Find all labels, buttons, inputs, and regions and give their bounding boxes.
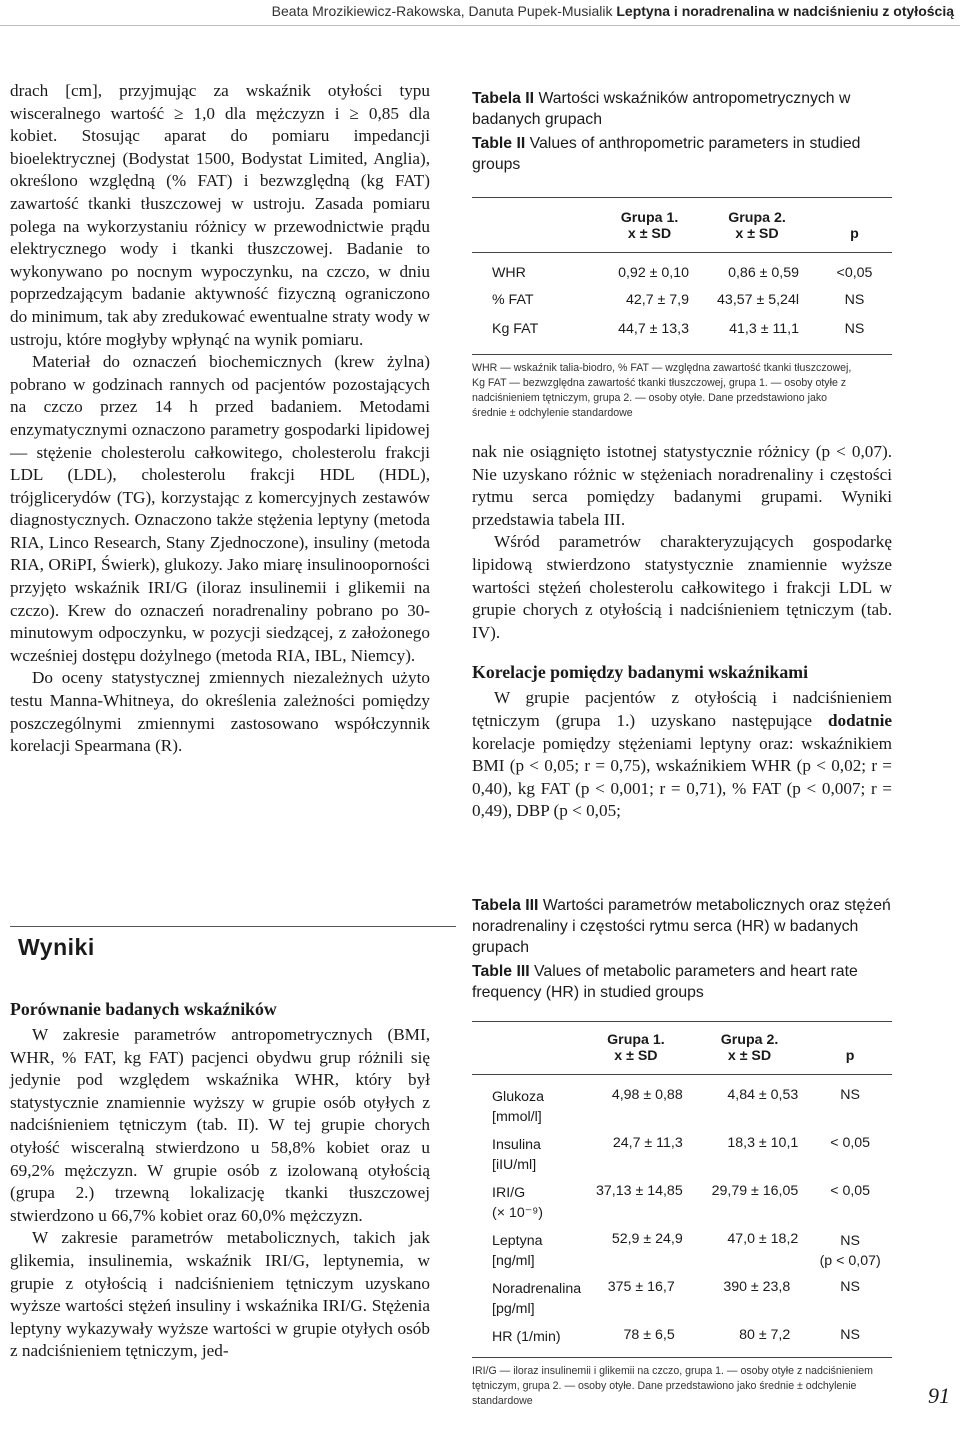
results-paragraph-2: W zakresie parametrów metabolicznych, takich jak glikemia, insulinemia, wskaźnik IRI/G, leptynemia, w grupie z otyłością i nadciśnieniem tętniczym uzyskano wyższe wartości stężeń insuliny i wskaźnika IRI/G. Stężenia leptyny wykazywały wyższe wartości w grupie otyłych osób z nadciśnieniem tętniczym, jed- — [10, 1228, 430, 1361]
table-2-caption-pl: Tabela II Wartości wskaźników antropometrycznych w badanych grupach — [472, 90, 851, 128]
header-title: Leptyna i noradrenalina w nadciśnieniu z otyłością — [616, 3, 954, 19]
table-2-caption-en: Table II Values of anthropometric parameters in studied groups — [472, 135, 861, 173]
table-3-block — [472, 895, 892, 1409]
table-row: Insulina [iIU/ml] 24,7 ± 11,3 18,3 ± 10,1 < 0,05 — [492, 1135, 871, 1173]
table-3-footnote: IRI/G — iloraz insulinemii i glikemii na czczo, grupa 1. — osoby otyłe z nadciśnieniem tętniczym, grupa 2. — osoby otyłe. Dane przedstawiono jako średnie ± odchylenie standardowe — [472, 1365, 873, 1407]
table-3-header-group2: Grupa 2. x ± SD — [720, 1032, 779, 1064]
subheading-comparison: Porównanie badanych wskaźników — [10, 999, 277, 1019]
table-2 — [472, 197, 892, 355]
section-heading-wyniki: Wyniki — [18, 934, 95, 960]
table-3 — [472, 1021, 892, 1358]
right-paragraph-1: nak nie osiągnięto istotnej statystycznie różnicy (p < 0,07). Nie uzyskano różnic w stężeniach noradrenaliny i częstości rytmu serca pomiędzy badanymi grupami. Wyniki przedstawia tabela III. — [472, 442, 892, 529]
table-2-header-group1: Grupa 1. x ± SD — [620, 210, 679, 242]
left-column-results — [10, 999, 430, 1363]
table-row: WHR 0,92 ± 0,10 0,86 ± 0,59 <0,05 — [492, 265, 873, 281]
right-paragraph-2: Wśród parametrów charakteryzujących gospodarkę lipidową stwierdzono statystycznie znamiennie wyższe wartości stężeń cholesterolu całkowitego i frakcji LDL w grupie chorych z otyłością i nadciśnieniem tętniczym (tab. IV). — [472, 532, 892, 642]
results-section — [10, 926, 456, 961]
table-2-block — [472, 88, 892, 421]
table-2-header-p: p — [850, 226, 859, 242]
table-3-header-p: p — [845, 1048, 855, 1064]
table-3-header-group1: Grupa 1. x ± SD — [607, 1032, 665, 1064]
table-row: Kg FAT 44,7 ± 13,3 41,3 ± 11,1 NS — [492, 320, 865, 337]
right-column-text — [472, 441, 892, 823]
left-column-methods — [10, 80, 430, 758]
table-row: Glukoza [mmol/l] 4,98 ± 0,88 4,84 ± 0,53 NS — [492, 1087, 860, 1125]
table-row: Leptyna [ng/ml] 52,9 ± 24,9 47,0 ± 18,2 NS (p < 0,07) — [492, 1231, 881, 1269]
methods-paragraph-3: Do oceny statystycznej zmiennych niezależnych użyto testu Manna-Whitneya, do określenia zależności pomiędzy poszczególnymi zmiennymi zastosowano współczynnik korelacji Spearmana (R). — [10, 668, 430, 756]
table-row: Noradrenalina [pg/ml] 375 ± 16,7 390 ± 23,8 NS — [492, 1279, 860, 1317]
table-2-footnote: WHR — wskaźnik talia-biodro, % FAT — względna zawartość tkanki tłuszczowej, Kg FAT — bezwzględna zawartość tkanki tłuszczowej, grupa 1. — osoby otyłe z nadciśnieniem tętniczym, grupa 2. — osoby otyłe. Dane przedstawiono jako średnie ± odchylenie standardowe — [472, 361, 852, 419]
subheading-correlations: Korelacje pomiędzy badanymi wskaźnikami — [472, 662, 809, 683]
running-header — [272, 0, 954, 24]
right-paragraph-3: W grupie pacjentów z otyłością i nadciśnieniem tętniczym (grupa 1.) uzyskano następujące dodatnie korelacje pomiędzy stężeniami leptyny oraz: wskaźnikiem BMI (p < 0,05; r = 0,75), wskaźnikiem WHR (p < 0,02; r = 0,40), kg FAT (p < 0,001; r = 0,71), % FAT (p < 0,007; r = 0,49), DBP (p < 0,05; — [472, 688, 892, 821]
page-number: 91 — [928, 1383, 950, 1408]
methods-paragraph-1: drach [cm], przyjmując za wskaźnik otyłości typu wisceralnego wartość ≥ 1,0 dla mężczyzn i ≥ 0,85 dla kobiet. Stosując aparat do pomiaru impedancji bioelektrycznej (Bodystat 1500, Bodystat Limited, Anglia), określono względną (% FAT) i bezwzględną (kg FAT) zawartość tkanki tłuszczowej w ustroju. Zasada pomiaru polega na wykorzystaniu różnicy w przewodnictwie prądu elektrycznego wody i tkanki tłuszczowej. Badanie to wykonywano po nocnym wypoczynku, na czczo, w dniu poprzedzającym badanie aktywność fizyczną ograniczono do minimum, tak aby zredukować ewentualne straty wody w ustroju, które mogłyby wpłynąć na wynik pomiaru. — [10, 81, 430, 349]
header-authors: Beata Mrozikiewicz-Rakowska, Danuta Pupek-Musialik — [271, 3, 613, 19]
table-3-caption-pl: Tabela III Wartości parametrów metabolicznych oraz stężeń noradrenaliny i częstości rytmu serca (HR) w badanych grupach — [472, 897, 891, 956]
table-row: % FAT 42,7 ± 7,9 43,57 ± 5,24l NS — [492, 291, 865, 308]
table-3-caption-en: Table III Values of metabolic parameters and heart rate frequency (HR) in studied groups — [472, 963, 858, 1001]
results-paragraph-1: W zakresie parametrów antropometrycznych (BMI, WHR, % FAT, kg FAT) pacjenci obydwu grup różnili się jedynie pod względem wskaźnika WHR, który był statystycznie znamiennie wyższy w grupie osób otyłych z nadciśnieniem tętniczym (tab. II). W tej grupie chorych otyłość wisceralną stwierdzono u 58,8% kobiet oraz u 69,2% mężczyzn. W grupie osób z izolowaną otyłością (grupa 2.) trzewną lokalizację tkanki tłuszczowej stwierdzono u 66,7% kobiet oraz 60,0% mężczyzn. — [10, 1025, 430, 1225]
header-rule — [0, 25, 960, 26]
table-row: HR (1/min) 78 ± 6,5 80 ± 7,2 NS — [492, 1327, 860, 1345]
table-row: IRI/G (× 10⁻⁹) 37,13 ± 14,85 29,79 ± 16,05 < 0,05 — [492, 1183, 871, 1221]
methods-paragraph-2: Materiał do oznaczeń biochemicznych (krew żylna) pobrano w godzinach rannych od pacjentów pozostających na czczo przez 14 h przed badaniem. Metodami enzymatycznymi oznaczono parametry gospodarki lipidowej — stężenie cholesterolu całkowitego, cholesterolu frakcji LDL (LDL), cholesterolu frakcji HDL (HDL), trójglicerydów (TG), korzystając z komercyjnych zestawów diagnostycznych. Oznaczono także stężenia leptyny (metoda RIA, Linco Research, Stany Zjednoczone), insuliny (metoda RIA, ORiPI, Świerk), glukozy. Jako miarę insulinooporności przyjęto wskaźnik IRI/G (iloraz insulinemii i glikemii na czczo). Krew do oznaczeń noradrenaliny pobrano po 30-minutowym odpoczynku, w pozycji siedzącej, z założonego wcześniej dostępu dożylnego (metoda RIA, IBL, Niemcy). — [10, 352, 430, 665]
table-2-header-group2: Grupa 2. x ± SD — [728, 210, 786, 242]
